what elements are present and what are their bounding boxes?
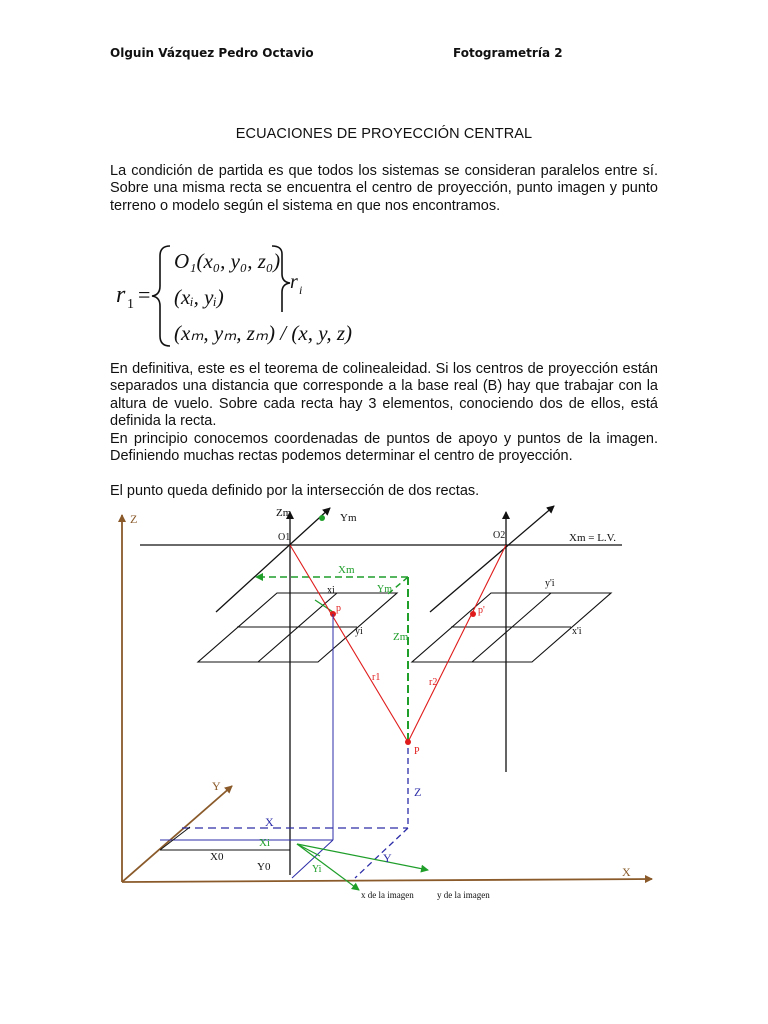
y-axis-line [122, 786, 232, 882]
p-ground-point [405, 739, 411, 745]
label-z-blue: Z [414, 785, 422, 799]
label-o1: O1 [278, 532, 291, 543]
x-axis-line [122, 879, 652, 882]
equation-equals: = [138, 282, 151, 307]
paragraph-control-points: En principio conocemos coordenadas de puntos de apoyo y puntos de la imagen. Definiendo muchas rectas podemos determinar el centro de proyección. [110, 431, 658, 465]
equation-rhs-subscript: i [299, 283, 303, 297]
equation-lhs-subscript: 1 [127, 297, 134, 312]
y-blue-dash [355, 828, 408, 878]
equation-row-1: O₁(x₀, y₀, z₀) [174, 249, 281, 273]
label-o2: O2 [493, 530, 506, 541]
header-author: Olguin Vázquez Pedro Octavio [110, 46, 314, 60]
label-ym-green: Ym [377, 584, 392, 595]
equation-lhs: r [116, 282, 126, 308]
label-z-axis: Z [130, 512, 138, 526]
central-projection-diagram [100, 503, 660, 905]
label-x-imagen: x de la imagen [361, 890, 414, 900]
p-prime-point [470, 611, 476, 617]
label-y-prime-i: y'i [545, 578, 555, 589]
paragraph-collinearity: En definitiva, este es el teorema de colinealeidad. Si los centros de proyección están separados una distancia que corresponde a la base real (B) hay que trabajar con la altura de vuelo. Sobre cada recta hay 3 elementos, conociendo dos de ellos, está definida la recta. [110, 361, 658, 430]
label-y0: Y0 [257, 861, 271, 873]
label-xm-lv: Xm = L.V. [569, 532, 616, 544]
header-course: Fotogrametría 2 [453, 46, 563, 60]
equation-row-3: (xₘ, yₘ, zₘ) / (x, y, z) [174, 321, 353, 345]
label-zm: Zm [276, 507, 292, 519]
label-p-image: p [336, 603, 341, 614]
label-r2: r2 [429, 677, 438, 688]
label-zm-green: Zm [393, 631, 409, 643]
diagonal-axis-right [430, 506, 554, 612]
ray-r2 [408, 545, 506, 742]
x-imagen-arrow [297, 844, 359, 890]
label-x-blue: X [265, 815, 274, 829]
equation-rhs: r [290, 271, 298, 293]
label-x-prime-i: x'i [572, 626, 582, 637]
left-brace [152, 246, 170, 346]
label-x-axis: X [622, 865, 631, 879]
ym-point [319, 515, 325, 521]
label-y-imagen: y de la imagen [437, 890, 490, 900]
label-r1: r1 [372, 672, 381, 683]
paragraph-intersection: El punto queda definido por la intersección de dos rectas. [110, 483, 480, 499]
label-yi-top: yi [355, 626, 363, 637]
label-y-blue: Y [383, 851, 392, 865]
label-xi-green: Xi [259, 837, 270, 849]
label-p-ground: P [414, 746, 420, 757]
label-p-prime: p' [478, 605, 485, 616]
label-x0: X0 [210, 851, 224, 863]
equation-row-2: (xᵢ, yᵢ) [174, 285, 224, 309]
label-yi-green: Yi [312, 864, 322, 875]
label-y-axis: Y [212, 779, 221, 793]
label-xm-green: Xm [338, 564, 355, 576]
x0-line-2 [160, 827, 190, 850]
label-ym: Ym [340, 512, 357, 524]
collinearity-equation [110, 240, 370, 352]
label-xi-top: xi [327, 585, 335, 596]
paragraph-intro: La condición de partida es que todos los sistemas se consideran paralelos entre sí. Sobre una misma recta se encuentra el centro de proyección, punto imagen y punto terreno o modelo según el sistema en que nos encontramos. [110, 163, 658, 214]
page-title: ECUACIONES DE PROYECCIÓN CENTRAL [235, 126, 533, 142]
